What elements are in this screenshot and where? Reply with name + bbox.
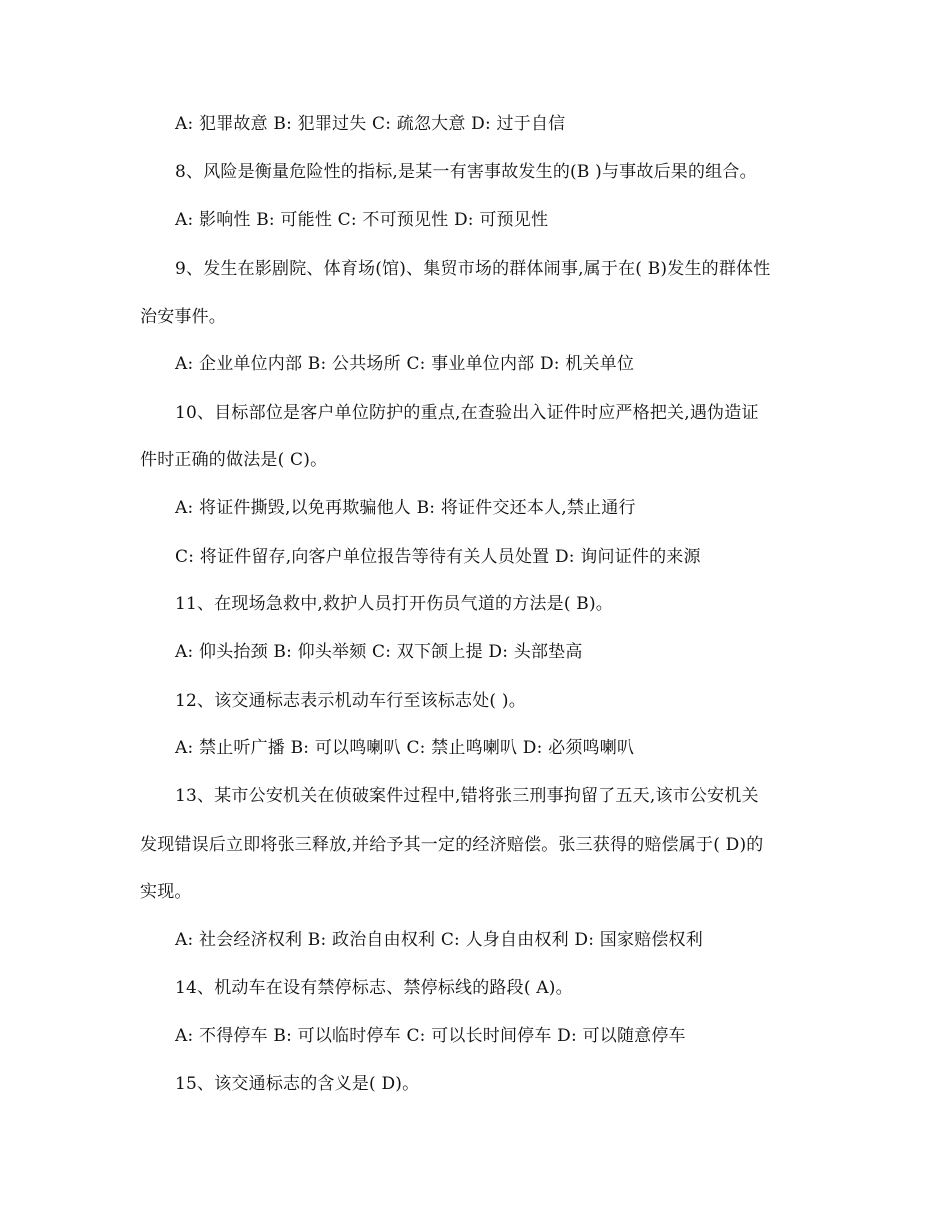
q10-options-line2: C: 将证件留存,向客户单位报告等待有关人员处置 D: 询问证件的来源 — [175, 547, 701, 567]
q15-question: 15、该交通标志的含义是( D)。 — [175, 1074, 420, 1094]
q14-options: A: 不得停车 B: 可以临时停车 C: 可以长时间停车 D: 可以随意停车 — [175, 1026, 686, 1046]
q12-options: A: 禁止听广播 B: 可以鸣喇叭 C: 禁止鸣喇叭 D: 必须鸣喇叭 — [175, 738, 635, 758]
q9-question-line2: 治安事件。 — [140, 307, 226, 327]
q7-options: A: 犯罪故意 B: 犯罪过失 C: 疏忽大意 D: 过于自信 — [175, 114, 566, 134]
q10-question-line1: 10、目标部位是客户单位防护的重点,在查验出入证件时应严格把关,遇伪造证 — [175, 403, 759, 423]
q9-options: A: 企业单位内部 B: 公共场所 C: 事业单位内部 D: 机关单位 — [175, 354, 635, 374]
q8-options: A: 影响性 B: 可能性 C: 不可预见性 D: 可预见性 — [175, 210, 549, 230]
q10-options-line1: A: 将证件撕毁,以免再欺骗他人 B: 将证件交还本人,禁止通行 — [175, 498, 636, 518]
q10-question-line2: 件时正确的做法是( C)。 — [140, 450, 328, 470]
q11-options: A: 仰头抬颈 B: 仰头举颏 C: 双下颌上提 D: 头部垫高 — [175, 642, 583, 662]
q8-question: 8、风险是衡量危险性的指标,是某一有害事故发生的(B )与事故后果的组合。 — [175, 162, 757, 182]
q11-question: 11、在现场急救中,救护人员打开伤员气道的方法是( B)。 — [175, 594, 613, 614]
q13-question-line1: 13、某市公安机关在侦破案件过程中,错将张三刑事拘留了五天,该市公安机关 — [175, 786, 759, 806]
q13-question-line3: 实现。 — [140, 882, 192, 902]
q12-question: 12、该交通标志表示机动车行至该标志处( )。 — [175, 691, 526, 711]
q9-question-line1: 9、发生在影剧院、体育场(馆)、集贸市场的群体闹事,属于在( B)发生的群体性 — [175, 259, 771, 279]
q13-options: A: 社会经济权利 B: 政治自由权利 C: 人身自由权利 D: 国家赔偿权利 — [175, 930, 703, 950]
q14-question: 14、机动车在设有禁停标志、禁停标线的路段( A)。 — [175, 978, 573, 998]
q13-question-line2: 发现错误后立即将张三释放,并给予其一定的经济赔偿。张三获得的赔偿属于( D)的 — [140, 835, 764, 855]
